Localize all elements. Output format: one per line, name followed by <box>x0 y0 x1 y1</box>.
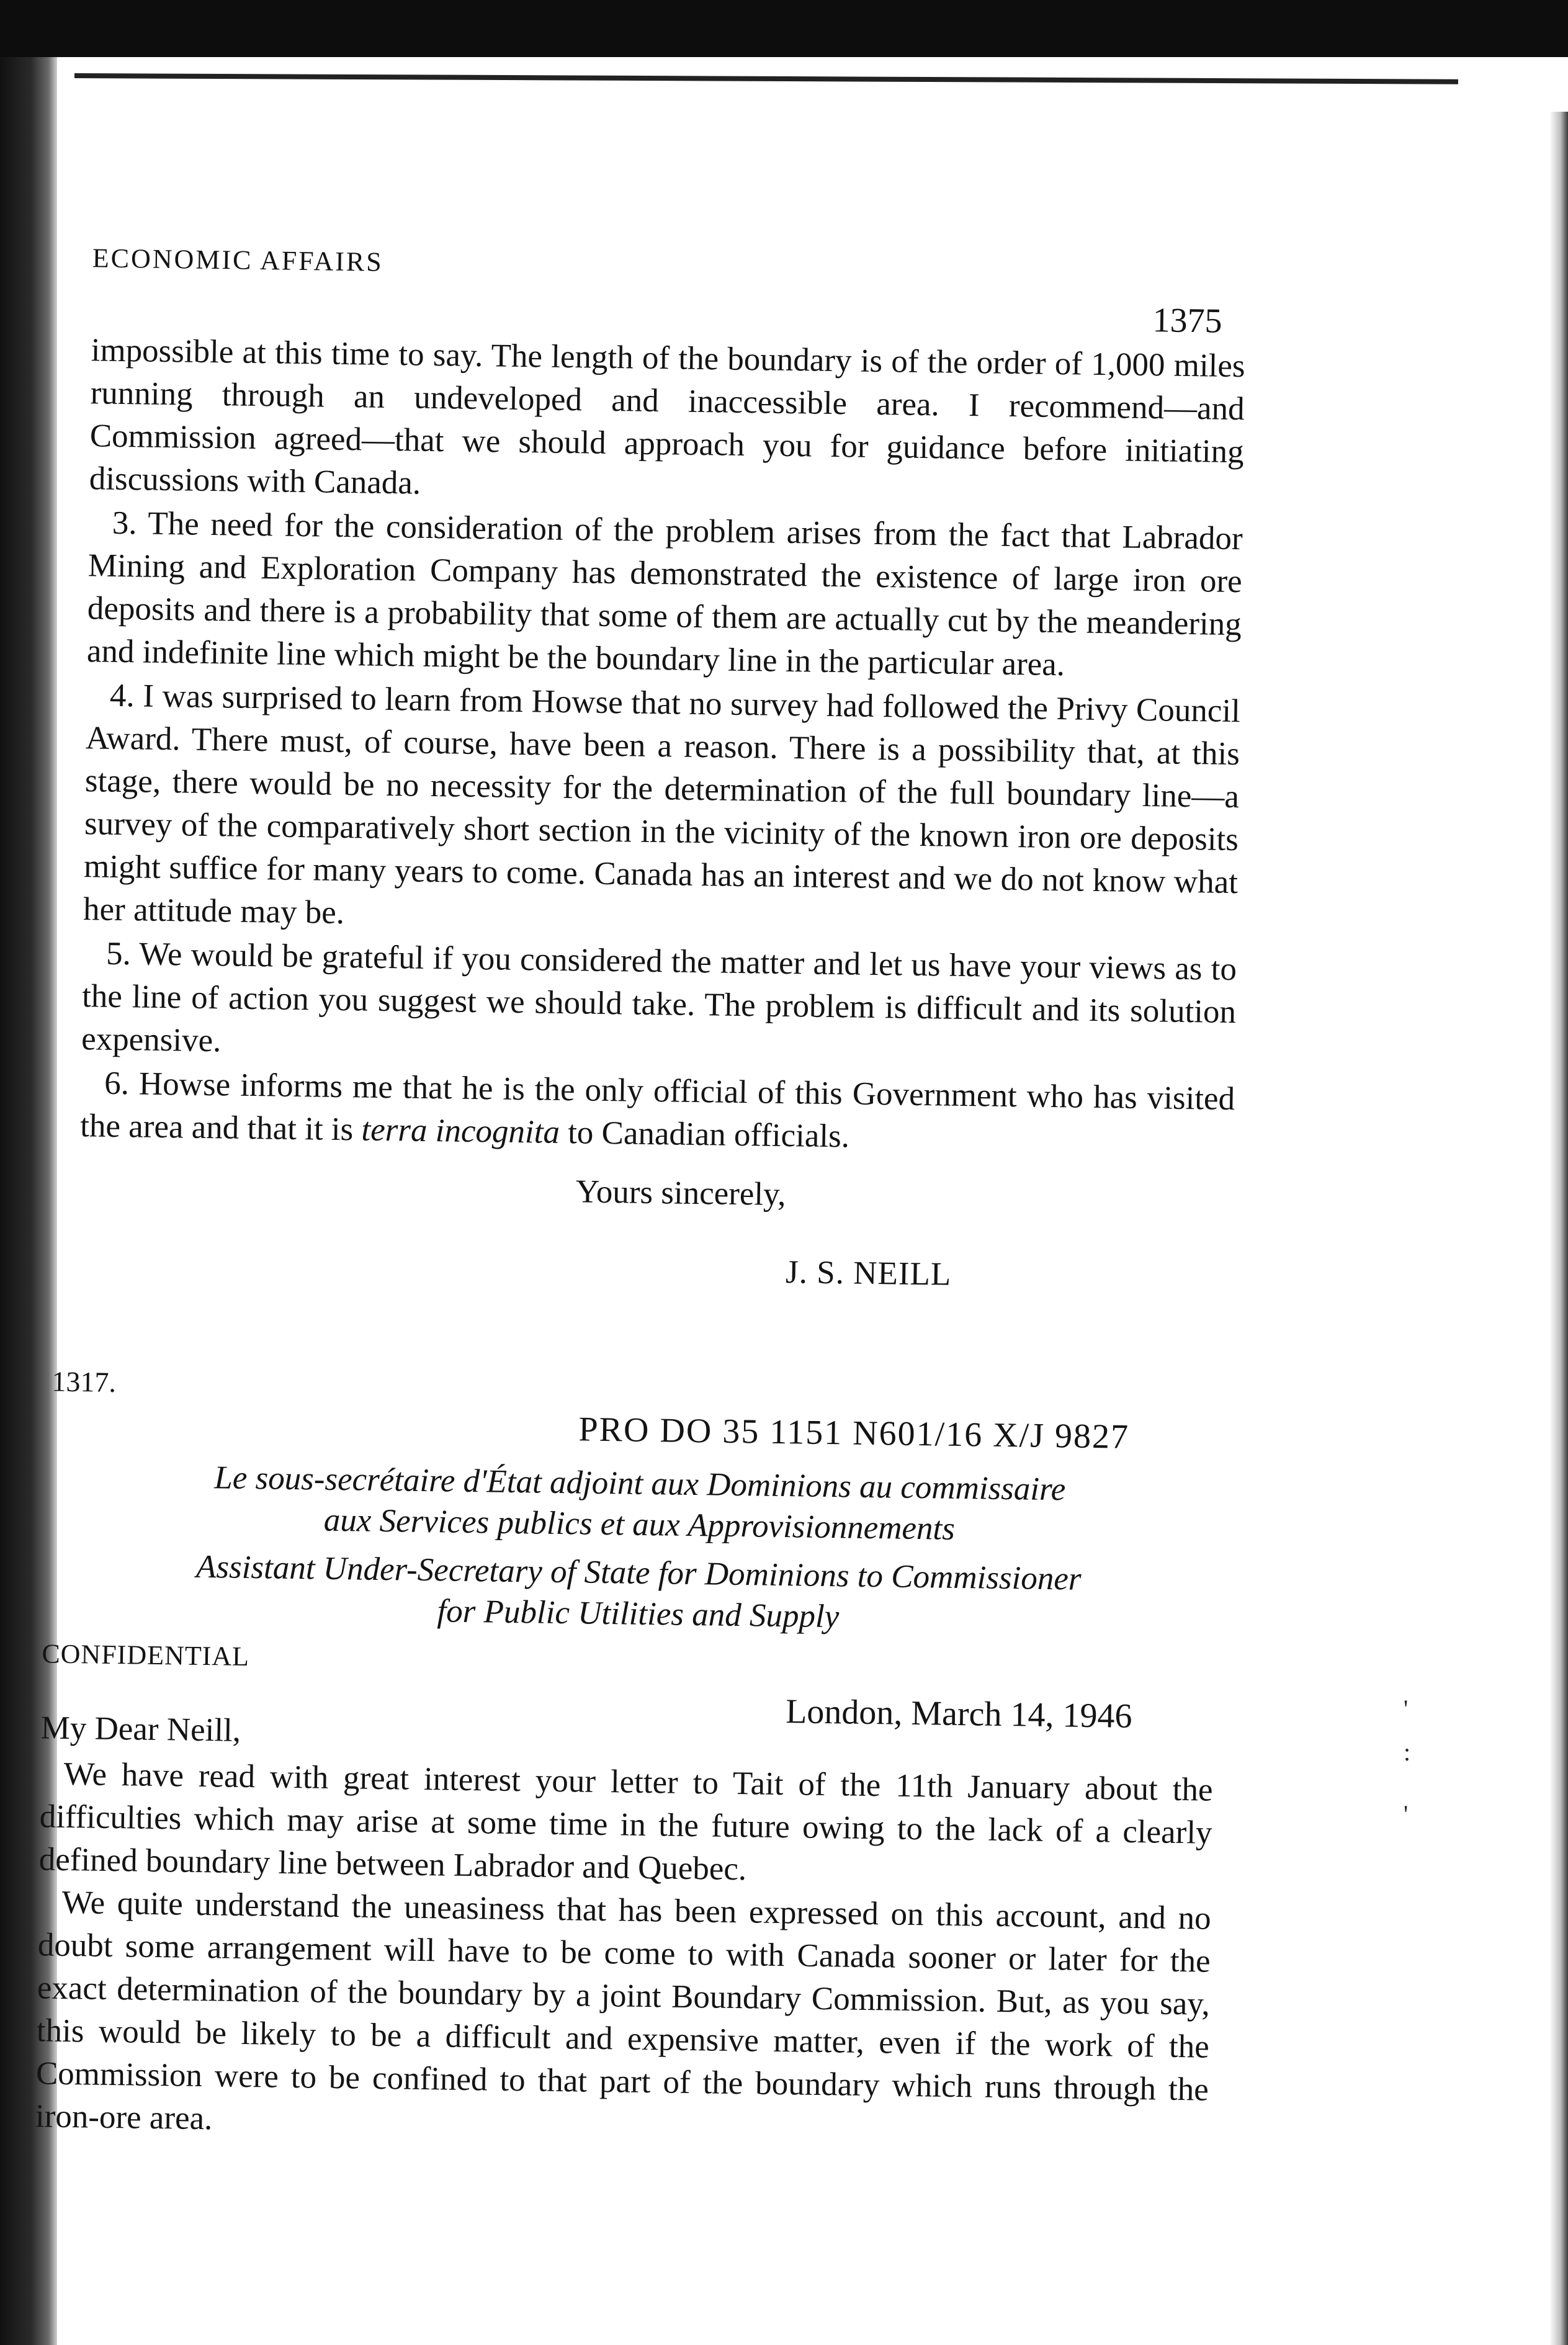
book-page <box>35 205 1260 2137</box>
paragraph-6-text: 6. Howse informs me that he is the only official of this Government who has visited the area and that it is <box>79 1065 1235 1148</box>
title-english-line-2: for Public Utilities and Supply <box>437 1593 840 1635</box>
letter-continuation <box>78 329 1245 1301</box>
paragraph-4: 4. I was surprised to learn from Howse that no survey had followed the Privy Council Award. There must, of course, have been a reason. There is a possibility that, at this stage, there would be no necessity for the determination of the full boundary line—a survey of the comparatively short section in the vicinity of the known iron ore deposits might suffice for many years to come. Canada has an interest and we do not know what her attitude may be. <box>83 677 1241 931</box>
paragraph-5: 5. We would be grateful if you considered the matter and let us have your views as to the line of action you suggest we should take. The problem is difficult and its solution expensive. <box>81 935 1237 1059</box>
title-french-line-2: aux Services publics et aux Approvisionnements <box>323 1502 956 1547</box>
classification-label: CONFIDENTIAL <box>42 1638 250 1672</box>
scan-right-shadow <box>1549 112 1568 2345</box>
margin-speck: ' <box>1404 1695 1409 1723</box>
signature: J. S. NEILL <box>785 1254 952 1293</box>
paragraph-6 <box>80 1062 1235 1164</box>
paragraph-6-end: to Canadian officials. <box>559 1114 850 1155</box>
document-title <box>61 1455 1217 1643</box>
letter-paragraph-1: We have read with great interest your letter to Tait of the 11th January about the difficulties which may arise at some time in the future owing to the lack of a clearly defined boundary line between Labrador and Quebec. <box>38 1755 1213 1888</box>
paragraph-3: 3. The need for the consideration of the problem arises from the fact that Labrador Mining and Exploration Company has demonstrated the existence of large iron ore deposits and there is a probability that some of them are actually cut by the meandering and indefinite line which might be the boundary line in the particular area. <box>86 504 1243 683</box>
paragraph-6-italic: terra incognita <box>361 1111 560 1150</box>
margin-speck: ' <box>1404 1800 1409 1828</box>
scan-top-shadow <box>0 0 1568 57</box>
title-french-line-1: Le sous-secrétaire d'État adjoint aux Dominions au commissaire <box>213 1459 1066 1508</box>
closing: Yours sincerely, <box>575 1173 786 1213</box>
letter-paragraph-2: We quite understand the uneasiness that has been expressed on this account, and no doubt some arrangement will have to be come to with Canada sooner or later for the exact determination of the boundary by a joint Boundary Commission. But, as you say, this would be likely to be a difficult and expensive matter, even if the work of the Commission were to be confined to that part of the boundary which runs through the iron-ore area. <box>35 1884 1212 2137</box>
page-number: 1375 <box>1152 301 1222 341</box>
dateline: London, March 14, 1946 <box>785 1692 1132 1736</box>
document-number: 1317. <box>52 1365 117 1398</box>
page-edge-rule <box>74 73 1458 84</box>
salutation: My Dear Neill, <box>40 1710 241 1749</box>
archive-reference: PRO DO 35 1151 N601/16 X/J 9827 <box>578 1410 1130 1456</box>
title-english-line-1: Assistant Under-Secretary of State for Dominions to Commissioner <box>195 1548 1082 1597</box>
running-header: ECONOMIC AFFAIRS <box>92 243 384 277</box>
letter-body <box>35 1752 1212 2154</box>
paragraph-continued: impossible at this time to say. The length of the boundary is of the order of 1,000 miles running through an undeveloped and inaccessible area. I recommend—and Commission agreed—that we should approach you for guidance before initiating discussions with Canada. <box>89 332 1245 501</box>
margin-speck: : <box>1404 1738 1411 1766</box>
